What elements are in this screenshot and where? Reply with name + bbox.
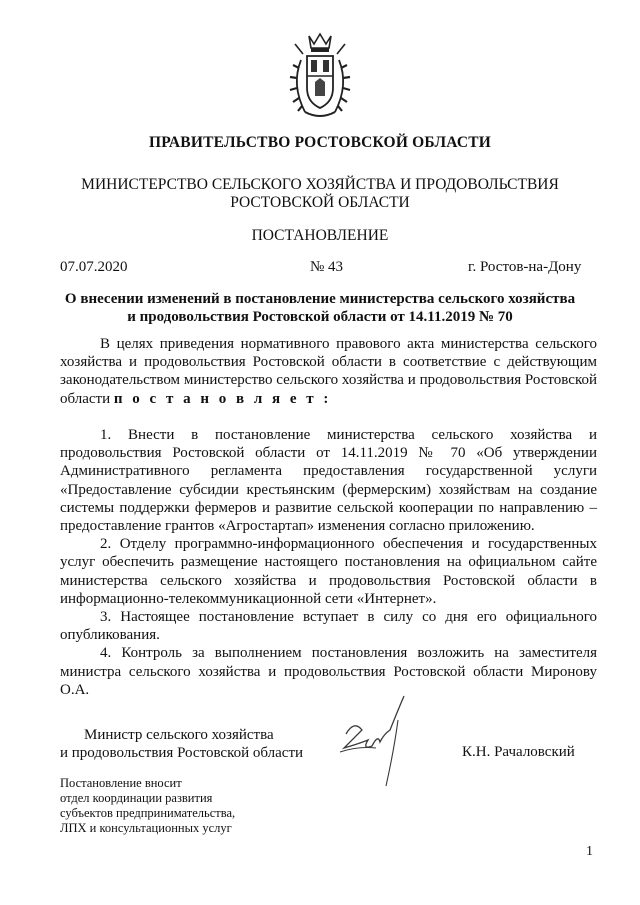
preamble-paragraph: [60, 335, 597, 408]
submitter-note-line: Постановление вносит: [60, 776, 182, 790]
resolution-items: [60, 426, 597, 699]
submitter-note-line: ЛПХ и консультационных услуг: [60, 821, 232, 835]
document-title-line1: О внесении изменений в постановление министерства сельского хозяйства: [64, 291, 576, 307]
resolution-item-1: 1. Внести в постановление министерства сельского хозяйства и продовольствия Ростовской области от 14.11.2019 № 70 «Об утверждении Административного регламента предоставления государственной услуги «Предоставление субсидии крестьянским (фермерским) хозяйствам на создание системы поддержки фермеров и развитие сельской кооперации по направлению – предоставление грантов «Агростартап» изменения согласно приложению.: [60, 427, 597, 535]
document-title: [40, 290, 600, 326]
submitter-note: [60, 776, 235, 836]
coat-of-arms-icon: [285, 30, 355, 122]
preamble: [60, 335, 597, 408]
document-type: ПОСТАНОВЛЕНИЕ: [251, 227, 389, 244]
ministry-name-line1: МИНИСТЕРСТВО СЕЛЬСКОГО ХОЗЯЙСТВА И ПРОДОВОЛЬСТВИЯ: [81, 176, 559, 193]
handwritten-signature: [328, 690, 418, 790]
ministry-name: [40, 176, 600, 212]
resolution-item-3: 3. Настоящее постановление вступает в силу со дня его официального опубликования.: [60, 609, 597, 644]
resolves-word: п о с т а н о в л я е т :: [113, 390, 332, 407]
submitter-note-line: субъектов предпринимательства,: [60, 806, 236, 820]
page-number: 1: [586, 844, 593, 859]
ministry-name-line2: РОСТОВСКОЙ ОБЛАСТИ: [230, 194, 410, 211]
signatory-position: [60, 726, 303, 762]
submitter-note-line: отдел координации развития: [60, 791, 213, 805]
preamble-text: В целях приведения нормативного правового акта министерства сельского хозяйства и продовольствия Ростовской области в соответствие с действующим законодательством министерство сельского хозяйства и продовольствия Ростовской области: [60, 336, 597, 407]
signatory-position-line1: Министр сельского хозяйства: [84, 727, 274, 743]
resolution-item-2: 2. Отделу программно-информационного обеспечения и государственных услуг обеспечить размещение настоящего постановления на официальном сайте министерства сельского хозяйства и продовольствия Ростовской области в информационно-телекоммуникационной сети «Интернет».: [60, 536, 597, 607]
document-number: № 43: [310, 259, 344, 275]
government-name: ПРАВИТЕЛЬСТВО РОСТОВСКОЙ ОБЛАСТИ: [148, 134, 492, 151]
document-city: г. Ростов-на-Дону: [468, 259, 582, 275]
signatory-position-line2: и продовольствия Ростовской области: [60, 745, 304, 761]
signatory-name: К.Н. Рачаловский: [462, 744, 575, 760]
resolution-item-4: 4. Контроль за выполнением постановления возложить на заместителя министра сельского хозяйства и продовольствия Ростовской области Миронову О.А.: [60, 645, 597, 698]
document-date: 07.07.2020: [60, 259, 128, 275]
document-title-line2: и продовольствия Ростовской области от 14.11.2019 № 70: [127, 309, 513, 325]
